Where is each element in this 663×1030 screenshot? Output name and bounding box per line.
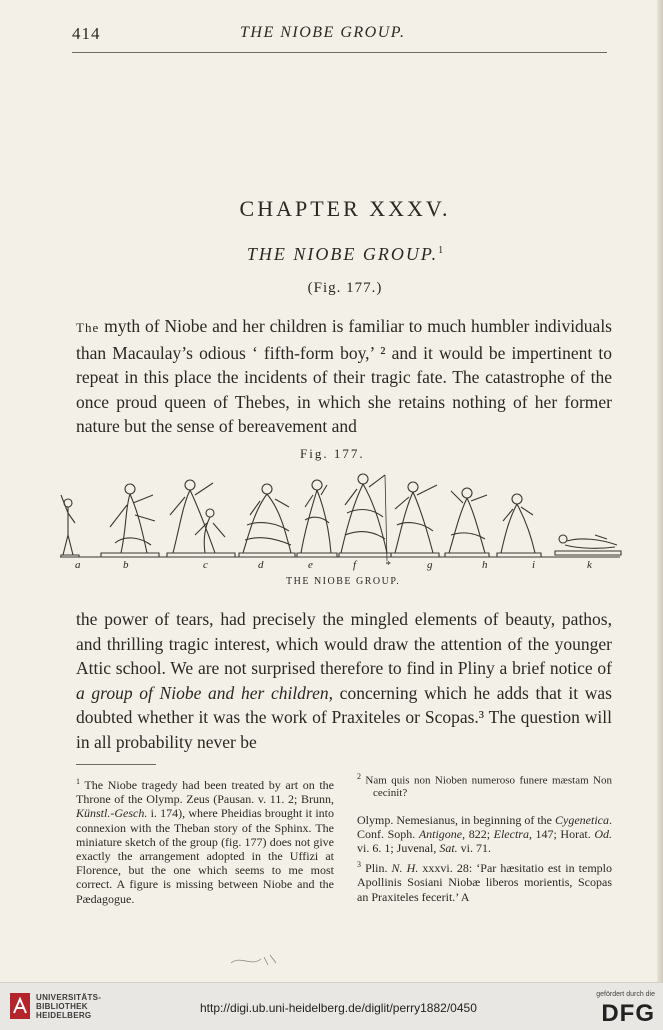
- fn2-text: vi. 6. 1; Juvenal,: [357, 841, 440, 856]
- statue-k: [555, 535, 621, 555]
- footnote-2-mark: 2: [357, 772, 361, 781]
- university-library-logo-icon: [8, 991, 32, 1021]
- figure-letter: e: [308, 559, 313, 571]
- footnote-3: [357, 858, 612, 904]
- fn2-italic: Od.: [594, 826, 612, 841]
- fn2-italic: Antigone: [418, 826, 463, 841]
- figure-caption-bottom: THE NIOBE GROUP.: [286, 576, 401, 587]
- dfg-logo[interactable]: DFG: [601, 1000, 655, 1027]
- figure-letter: k: [587, 559, 592, 571]
- statue-g: [391, 482, 439, 557]
- statue-d: [239, 484, 295, 557]
- figure-letter: c: [203, 559, 208, 571]
- statue-e: [297, 480, 337, 557]
- statue-c: [167, 480, 235, 557]
- figure-letter: d: [258, 559, 264, 571]
- statue-a: [61, 495, 79, 557]
- footnote-1-italic: Künstl.-Gesch.: [76, 806, 148, 821]
- small-caps-opening: The: [76, 320, 100, 335]
- fn2-text: . Conf. Soph.: [357, 812, 612, 841]
- header-rule: [72, 52, 607, 53]
- permalink-url[interactable]: http://digi.ub.uni-heidelberg.de/diglit/perry1882/0450: [200, 1001, 477, 1015]
- paragraph-1: [76, 314, 612, 439]
- fn2-text: vi. 71.: [457, 841, 492, 856]
- footnote-1-text: The Niobe tragedy had been treated by art on the Throne of the Olymp. Zeus (Pausan. v. 11. 2; Brunn,: [76, 778, 334, 807]
- chapter-title: CHAPTER XXXV.: [239, 196, 451, 221]
- funded-by-label: gefördert durch die: [596, 991, 655, 998]
- fn2-italic: Cygenetica: [555, 812, 609, 827]
- paragraph-1-text: myth of Niobe and her children is familiar to much humbler individuals than Macaulay’s odious ‘ fifth-form boy,’ ² and it would be impertinent to repeat in this place the incidents of their tragic fate. The catastrophe of the once proud queen of Thebes, in which she retains nothing of her former nature but the sense of bereavement and: [76, 316, 612, 437]
- figure-letter: b: [123, 559, 129, 571]
- page-gutter: [657, 0, 663, 982]
- footnote-1-mark: 1: [76, 777, 80, 786]
- fn2-text: , 822;: [462, 826, 494, 841]
- fn3-italic: N. H.: [391, 861, 419, 876]
- statue-h: [445, 488, 489, 557]
- page-number: 414: [72, 24, 101, 43]
- footnote-1: [76, 775, 334, 906]
- figure-reference: (Fig. 177.): [307, 280, 383, 296]
- figure-letter: f: [353, 559, 357, 571]
- statue-i: [497, 494, 541, 557]
- footnotes-right-column: [357, 771, 612, 904]
- viewer-footer: [0, 982, 663, 1030]
- library-stamp-mark: [226, 945, 286, 975]
- figure-letter: g: [427, 559, 433, 571]
- figure-letter: a: [75, 559, 81, 571]
- fn2-italic: Electra: [493, 826, 529, 841]
- section-title: [0, 244, 663, 265]
- figure-letter: *: [385, 559, 391, 571]
- footnote-2: [357, 813, 612, 856]
- fn2-text: , 147; Horat.: [528, 826, 595, 841]
- figure-caption-top: Fig. 177.: [300, 446, 365, 461]
- footnote-3-mark: 3: [357, 860, 361, 870]
- figure-letters: [55, 559, 625, 573]
- footnote-2-quote-text: Nam quis non Nioben numeroso funere mæstam Non cecinit?: [361, 774, 612, 799]
- paragraph-2-text: the power of tears, had precisely the mingled elements of beauty, pathos, and thrilling tragic interest, which would draw the attention of the younger Attic school. We are not surprised therefore to find in Pliny a brief notice of: [76, 609, 612, 679]
- fn3-text: xxxvi. 28: ‘Par hæsitatio est in templo Apollinis Sosiani Niobæ liberos morientis, Scopas an Praxiteles fecerit.’ A: [357, 861, 613, 904]
- paragraph-2-text-cont: , concerning which he adds that it was doubted whether it was the work of Praxiteles or Scopas.³ The question will in all probability never be: [76, 682, 612, 752]
- statue-f: [339, 474, 391, 561]
- statue-b: [101, 484, 159, 557]
- paragraph-2: [76, 607, 612, 755]
- footnote-1-text-cont: i. 174), where Pheidias brought it into connexion with the Theban story of the Sphinx. The miniature sketch of the group (fig. 177) does not give exactly the arrangement adopted in the Uffizi at Florence, but the one which seems to me most correct. A figure is missing between Niobe and the Pædagogue.: [76, 806, 334, 906]
- fn2-italic: Sat.: [439, 841, 458, 856]
- figure-letter: i: [532, 559, 536, 571]
- footnote-ref-1[interactable]: 1: [438, 245, 444, 256]
- fn3-text: Plin.: [361, 861, 392, 876]
- library-name: UNIVERSITÄTS-BIBLIOTHEK HEIDELBERG: [36, 993, 102, 1020]
- section-title-text: THE NIOBE GROUP.: [246, 244, 439, 264]
- italic-phrase: a group of Niobe and her children: [76, 682, 329, 703]
- fn2-text: Olymp. Nemesianus, in beginning of the: [357, 812, 556, 827]
- footnote-2-quote: [357, 771, 612, 799]
- running-head: [72, 24, 612, 48]
- figure-letter: h: [482, 559, 488, 571]
- footnote-rule: [76, 764, 156, 765]
- running-title: THE NIOBE GROUP.: [240, 24, 406, 41]
